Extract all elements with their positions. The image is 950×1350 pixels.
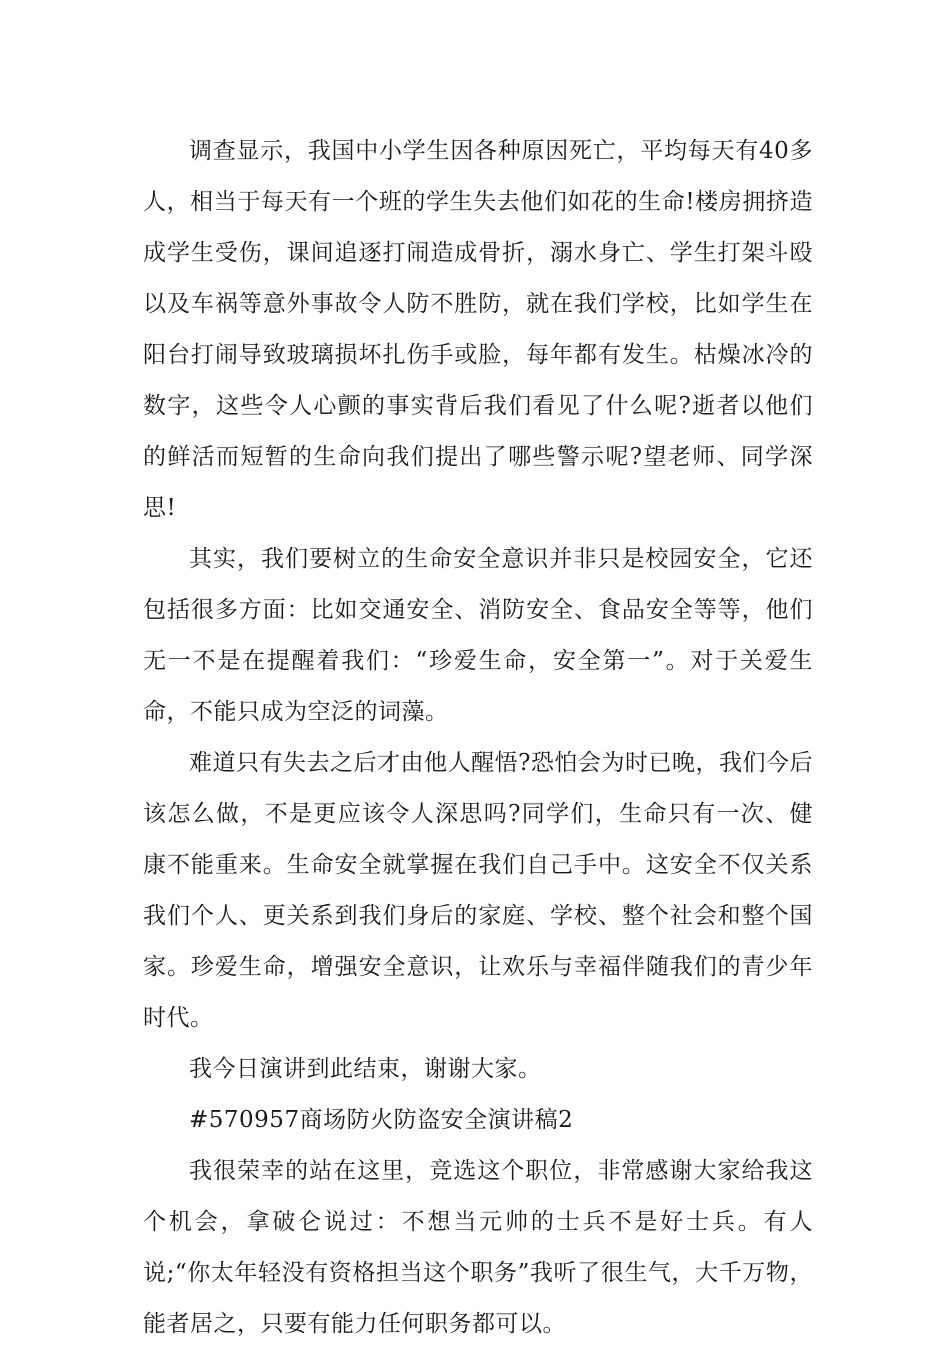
paragraph-statistics: 调查显示，我国中小学生因各种原因死亡，平均每天有40多人，相当于每天有一个班的学生失去他们如花的生命!楼房拥挤造成学生受伤，课间追逐打闹造成骨折，溺水身亡、学生打架斗殴以及车祸等意外事故令人防不胜防，就在我们学校，比如学生在阳台打闹导致玻璃损坏扎伤手或脸，每年都有发生。枯燥冰冷的数字，这些令人心颤的事实背后我们看见了什么呢?逝者以他们的鲜活而短暂的生命向我们提出了哪些警示呢?望老师、同学深思! [143, 138, 813, 521]
paragraph-campaign-speech: 我很荣幸的站在这里，竞选这个职位，非常感谢大家给我这个机会，拿破仑说过：不想当元帅的士兵不是好士兵。有人说;“你太年轻没有资格担当这个职务”我听了很生气，大千万物，能者居之，只要有能力任何职务都可以。 [143, 1158, 813, 1337]
paragraph-safety-awareness: 其实，我们要树立的生命安全意识并非只是校园安全，它还包括很多方面：比如交通安全、消防安全、食品安全等等，他们无一不是在提醒着我们：“珍爱生命，安全第一”。对于关爱生命，不能只成为空泛的词藻。 [143, 546, 813, 725]
paragraph-closing: 我今日演讲到此结束，谢谢大家。 [189, 1056, 542, 1082]
section-heading: #570957商场防火防盗安全演讲稿2 [189, 1107, 574, 1133]
document-body [143, 126, 813, 1350]
paragraph-cherish-life: 难道只有失去之后才由他人醒悟?恐怕会为时已晚，我们今后该怎么做，不是更应该令人深思吗?同学们，生命只有一次、健康不能重来。生命安全就掌握在我们自己手中。这安全不仅关系我们个人、更关系到我们身后的家庭、学校、整个社会和整个国家。珍爱生命，增强安全意识，让欢乐与幸福伴随我们的青少年时代。 [143, 750, 813, 1031]
